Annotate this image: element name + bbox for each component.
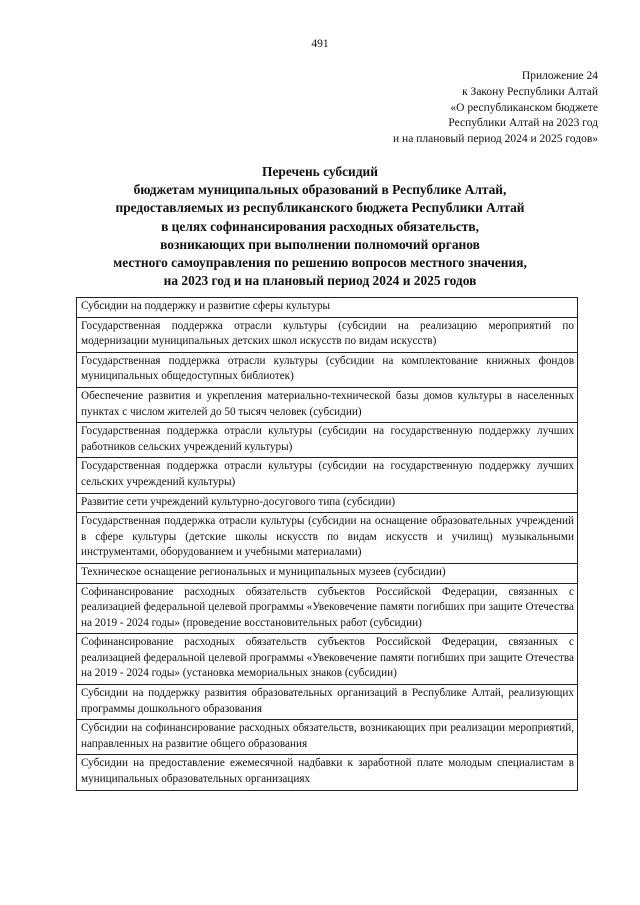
appendix-line: «О республиканском бюджете bbox=[450, 101, 598, 114]
table-cell: Софинансирование расходных обязательств субъектов Российской Федерации, связанных с реализацией федеральной целевой программы «Увековечение памяти погибших при защите Отечества на 2019 - 2024 годы» (установка мемориальных знаков (субсидии) bbox=[77, 634, 578, 685]
table-cell: Субсидии на софинансирование расходных обязательств, возникающих при реализации мероприятий, направленных на развитие общего образования bbox=[77, 720, 578, 755]
table-cell: Обеспечение развития и укрепления материально-технической базы домов культуры в населенных пунктах с числом жителей до 50 тысяч человек (субсидии) bbox=[77, 387, 578, 422]
table-cell: Субсидии на поддержку развития образовательных организаций в Республике Алтай, реализующих программы дошкольного образования bbox=[77, 685, 578, 720]
title-line: местного самоуправления по решению вопросов местного значения, bbox=[113, 255, 527, 271]
table-row bbox=[77, 493, 578, 513]
table-row bbox=[77, 755, 578, 790]
appendix-line: и на плановый период 2024 и 2025 годов» bbox=[393, 133, 598, 146]
table-row bbox=[77, 387, 578, 422]
table-row bbox=[77, 458, 578, 493]
document-title bbox=[0, 163, 640, 290]
table-cell: Развитие сети учреждений культурно-досугового типа (субсидии) bbox=[77, 493, 578, 513]
table-cell: Государственная поддержка отрасли культуры (субсидии на реализацию мероприятий по модернизации муниципальных детских школ искусств по видам искусств) bbox=[77, 317, 578, 352]
table-row bbox=[77, 634, 578, 685]
appendix-note bbox=[393, 69, 598, 148]
table-cell: Государственная поддержка отрасли культуры (субсидии на государственную поддержку лучших сельских учреждений культуры) bbox=[77, 458, 578, 493]
page-number: 491 bbox=[311, 38, 329, 50]
appendix-line: Приложение 24 bbox=[521, 70, 598, 82]
table-row bbox=[77, 423, 578, 458]
title-line: на 2023 год и на плановый период 2024 и 2025 годов bbox=[163, 273, 477, 289]
title-line: возникающих при выполнении полномочий органов bbox=[160, 236, 480, 252]
appendix-line: к Закону Республики Алтай bbox=[462, 85, 598, 98]
table-cell: Государственная поддержка отрасли культуры (субсидии на комплектование книжных фондов муниципальных общедоступных библиотек) bbox=[77, 352, 578, 387]
title-line: бюджетам муниципальных образований в Республике Алтай, bbox=[133, 182, 507, 198]
title-line: в целях софинансирования расходных обязательств, bbox=[161, 218, 479, 234]
table-row bbox=[77, 352, 578, 387]
table-row bbox=[77, 685, 578, 720]
table-row bbox=[77, 513, 578, 564]
subsidies-table bbox=[76, 297, 578, 791]
table-cell: Субсидии на предоставление ежемесячной надбавки к заработной плате молодым специалистам в муниципальных образовательных организациях bbox=[77, 755, 578, 790]
table-row bbox=[77, 298, 578, 318]
title-line: предоставляемых из республиканского бюджета Республики Алтай bbox=[115, 200, 525, 216]
table-cell: Государственная поддержка отрасли культуры (субсидии на оснащение образовательных учреждений в сфере культуры (детские школы искусств по видам искусств и училищ) музыкальными инструментами, оборудованием и учебными материалами) bbox=[77, 513, 578, 564]
title-line: Перечень субсидий bbox=[262, 164, 378, 179]
table-row bbox=[77, 563, 578, 583]
table-row bbox=[77, 583, 578, 634]
table-cell: Софинансирование расходных обязательств субъектов Российской Федерации, связанных с реализацией федеральной целевой программы «Увековечение памяти погибших при защите Отечества на 2019 - 2024 годы» (проведение восстановительных работ (субсидии) bbox=[77, 583, 578, 634]
table-row bbox=[77, 317, 578, 352]
table-cell: Субсидии на поддержку и развитие сферы культуры bbox=[77, 298, 578, 318]
table-cell: Техническое оснащение региональных и муниципальных музеев (субсидии) bbox=[77, 563, 578, 583]
table-row bbox=[77, 720, 578, 755]
appendix-line: Республики Алтай на 2023 год bbox=[448, 117, 598, 130]
table-cell: Государственная поддержка отрасли культуры (субсидии на государственную поддержку лучших работников сельских учреждений культуры) bbox=[77, 423, 578, 458]
